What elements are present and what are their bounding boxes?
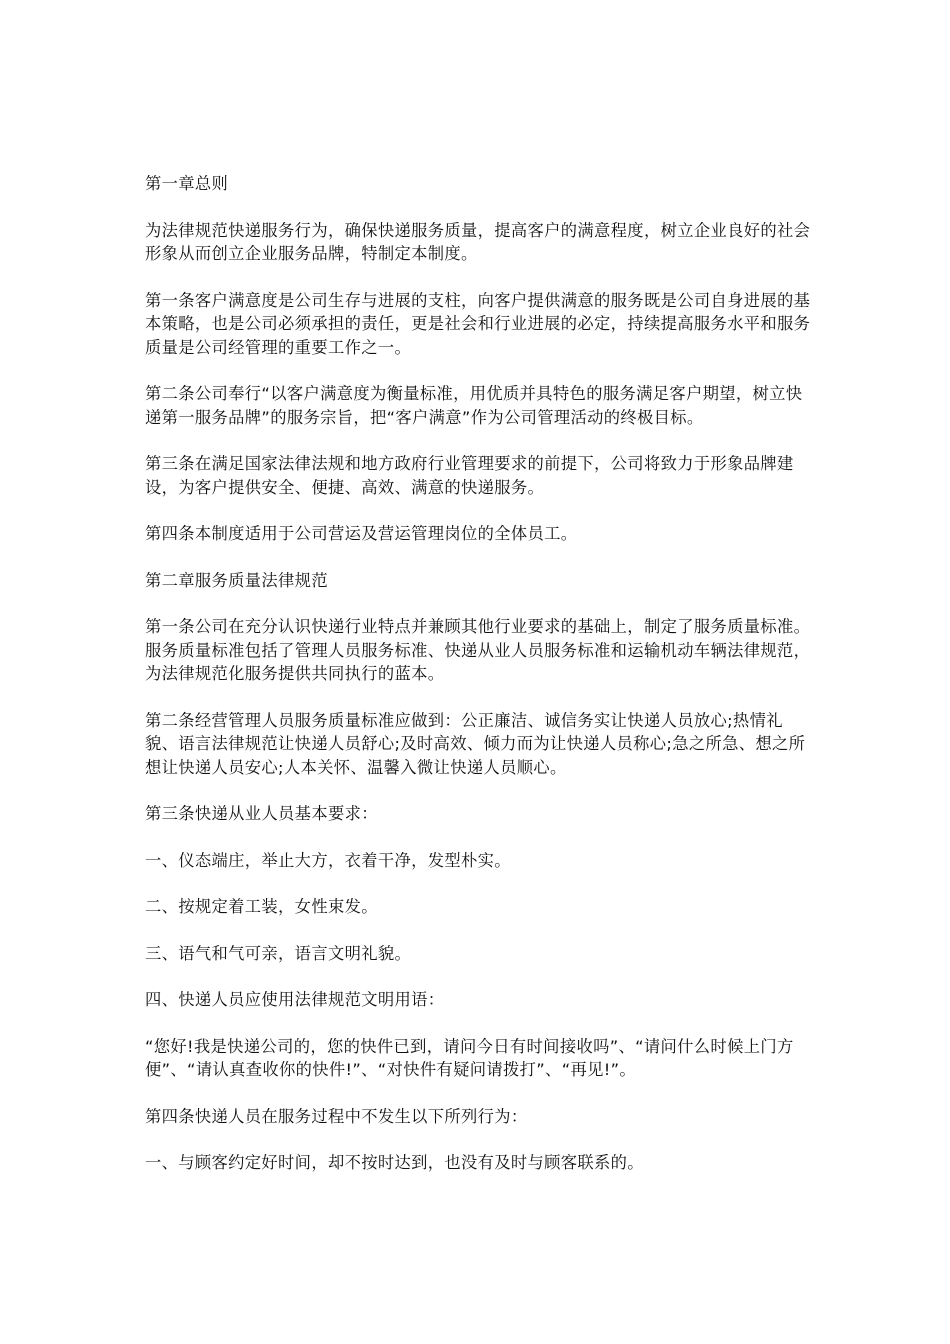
chapter-2-article-2: 第二条经营管理人员服务质量标准应做到：公正廉洁、诚信务实让快递人员放心;热情礼貌、语言法律规范让快递人员舒心;及时高效、倾力而为让快递人员称心;急之所急、想之所想让快递人员安心;人本关怀、温馨入微让快递人员顺心。 [145,710,806,777]
chapter-1-article-1: 第一条客户满意度是公司生存与进展的支柱，向客户提供满意的服务既是公司自身进展的基本策略，也是公司必须承担的责任，更是社会和行业进展的必定，持续提高服务水平和服务质量是公司经管理的重要工作之一。 [145,290,811,357]
polite-phrases: “您好!我是快递公司的，您的快件已到，请问今日有时间接收吗”、“请问什么时候上门方便”、“请认真查收你的快件!”、“对快件有疑问请拨打”、“再见!”。 [145,1036,794,1079]
requirement-item-3: 三、语气和气可亲，语言文明礼貌。 [145,943,412,963]
chapter-2-article-4: 第四条快递人员在服务过程中不发生以下所列行为： [145,1106,528,1126]
requirement-item-4: 四、快递人员应使用法律规范文明用语： [145,990,445,1009]
prohibited-item-1: 一、与顾客约定好时间，却不按时达到，也没有及时与顾客联系的。 [145,1153,644,1172]
chapter-2-article-3: 第三条快递从业人员基本要求： [145,804,378,823]
chapter-1-article-2: 第二条公司奉行“以客户满意度为衡量标准，用优质并具特色的服务满足客户期望，树立快递第一服务品牌”的服务宗旨，把“客户满意”作为公司管理活动的终极目标。 [145,384,803,427]
chapter-1-article-4: 第四条本制度适用于公司营运及营运管理岗位的全体员工。 [145,524,578,543]
requirement-item-2: 二、按规定着工装，女性束发。 [145,897,378,916]
document-page [145,172,815,1198]
requirement-item-1: 一、仪态端庄，举止大方，衣着干净，发型朴实。 [145,850,511,870]
chapter-1-heading: 第一章总则 [145,174,229,193]
intro-paragraph: 为法律规范快递服务行为，确保快递服务质量，提高客户的满意程度，树立企业良好的社会形象从而创立企业服务品牌，特制定本制度。 [145,220,811,263]
chapter-2-heading: 第二章服务质量法律规范 [145,570,328,590]
chapter-2-article-1: 第一条公司在充分认识快递行业特点并兼顾其他行业要求的基础上，制定了服务质量标准。服务质量标准包括了管理人员服务标准、快递从业人员服务标准和运输机动车辆法律规范，为法律规范化服务提供共同执行的蓝本。 [145,617,811,683]
chapter-1-article-3: 第三条在满足国家法律法规和地方政府行业管理要求的前提下，公司将致力于形象品牌建设，为客户提供安全、便捷、高效、满意的快递服务。 [145,454,794,497]
